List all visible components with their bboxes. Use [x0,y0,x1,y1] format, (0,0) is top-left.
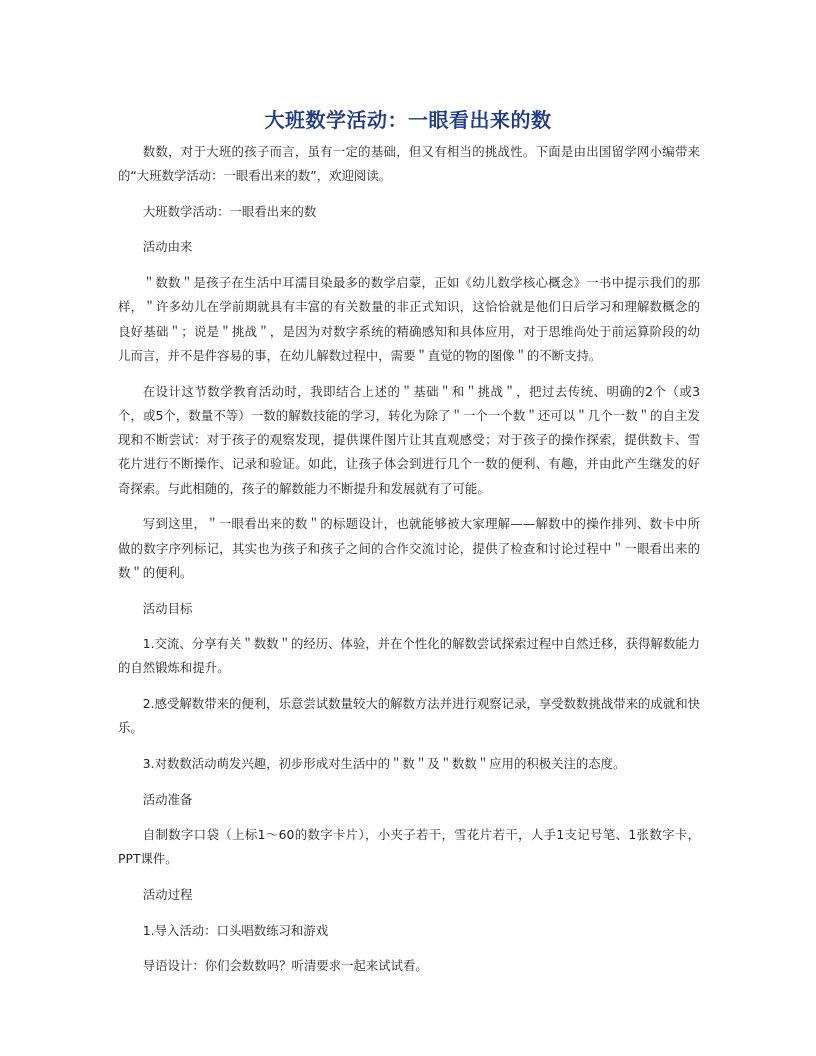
section-heading: 活动目标 [142,600,193,616]
body-paragraph: 在设计这节数学教育活动时，我即结合上述的＂基础＂和＂挑战＂，把过去传统、明确的2个（或3个，或5个，数量不等）一数的解数技能的学习，转化为除了＂一个一个数＂还可以＂几个一数＂的自主发现和不断尝试：对于孩子的观察发现，提供课件图片让其直观感受；对于孩子的操作探索，提供数卡、雪花片进行不断操作、记录和验证。如此，让孩子体会到进行几个一数的便利、有趣，并由此产生继发的好奇探索。与此相随的，孩子的解数能力不断提升和发展就有了可能。 [118,383,700,496]
goal-item: 2.感受解数带来的便利，乐意尝试数量较大的解数方法并进行观察记录，享受数数挑战带来的成就和快乐。 [118,696,700,736]
body-paragraph: 写到这里，＂一眼看出来的数＂的标题设计，也就能够被大家理解——解数中的操作排列、数卡中所做的数字序列标记，其实也为孩子和孩子之间的合作交流讨论，提供了检查和讨论过程中＂一眼看出来的数＂的便利。 [118,516,700,580]
body-paragraph: ＂数数＂是孩子在生活中耳濡目染最多的数学启蒙，正如《幼儿数学核心概念》一书中提示我们的那样，＂许多幼儿在学前期就具有丰富的有关数量的非正式知识，这恰恰就是他们日后学习和理解数概念的良好基础＂；说是＂挑战＂，是因为对数字系统的精确感知和具体应用，对于思维尚处于前运算阶段的幼儿而言，并不是件容易的事，在幼儿解数过程中，需要＂直觉的物的图像＂的不断支持。 [118,275,700,363]
section-heading: 大班数学活动：一眼看出来的数 [142,203,317,219]
document-body [118,140,700,990]
goal-item: 1.交流、分享有关＂数数＂的经历、体验，并在个性化的解数尝试探索过程中自然迁移，获得解数能力的自然锻炼和提升。 [118,636,700,676]
section-heading: 活动由来 [142,239,193,255]
body-paragraph: 导语设计：你们会数数吗？听清要求一起来试试看。 [142,958,428,974]
process-item: 1.导入活动：口头唱数练习和游戏 [142,922,329,938]
goal-item: 3.对数数活动萌发兴趣，初步形成对生活中的＂数＂及＂数数＂应用的积极关注的态度。 [142,755,626,771]
document-title: 大班数学活动：一眼看出来的数 [264,108,552,132]
section-heading: 活动准备 [142,791,193,807]
section-heading: 活动过程 [142,886,193,902]
body-paragraph: 自制数字口袋（上标1～60的数字卡片），小夹子若干，雪花片若干，人手1支记号笔、1张数字卡，PPT课件。 [118,827,700,867]
intro-paragraph: 数数，对于大班的孩子而言，虽有一定的基础，但又有相当的挑战性。下面是由出国留学网小编带来的“大班数学活动：一眼看出来的数”，欢迎阅读。 [118,144,700,184]
